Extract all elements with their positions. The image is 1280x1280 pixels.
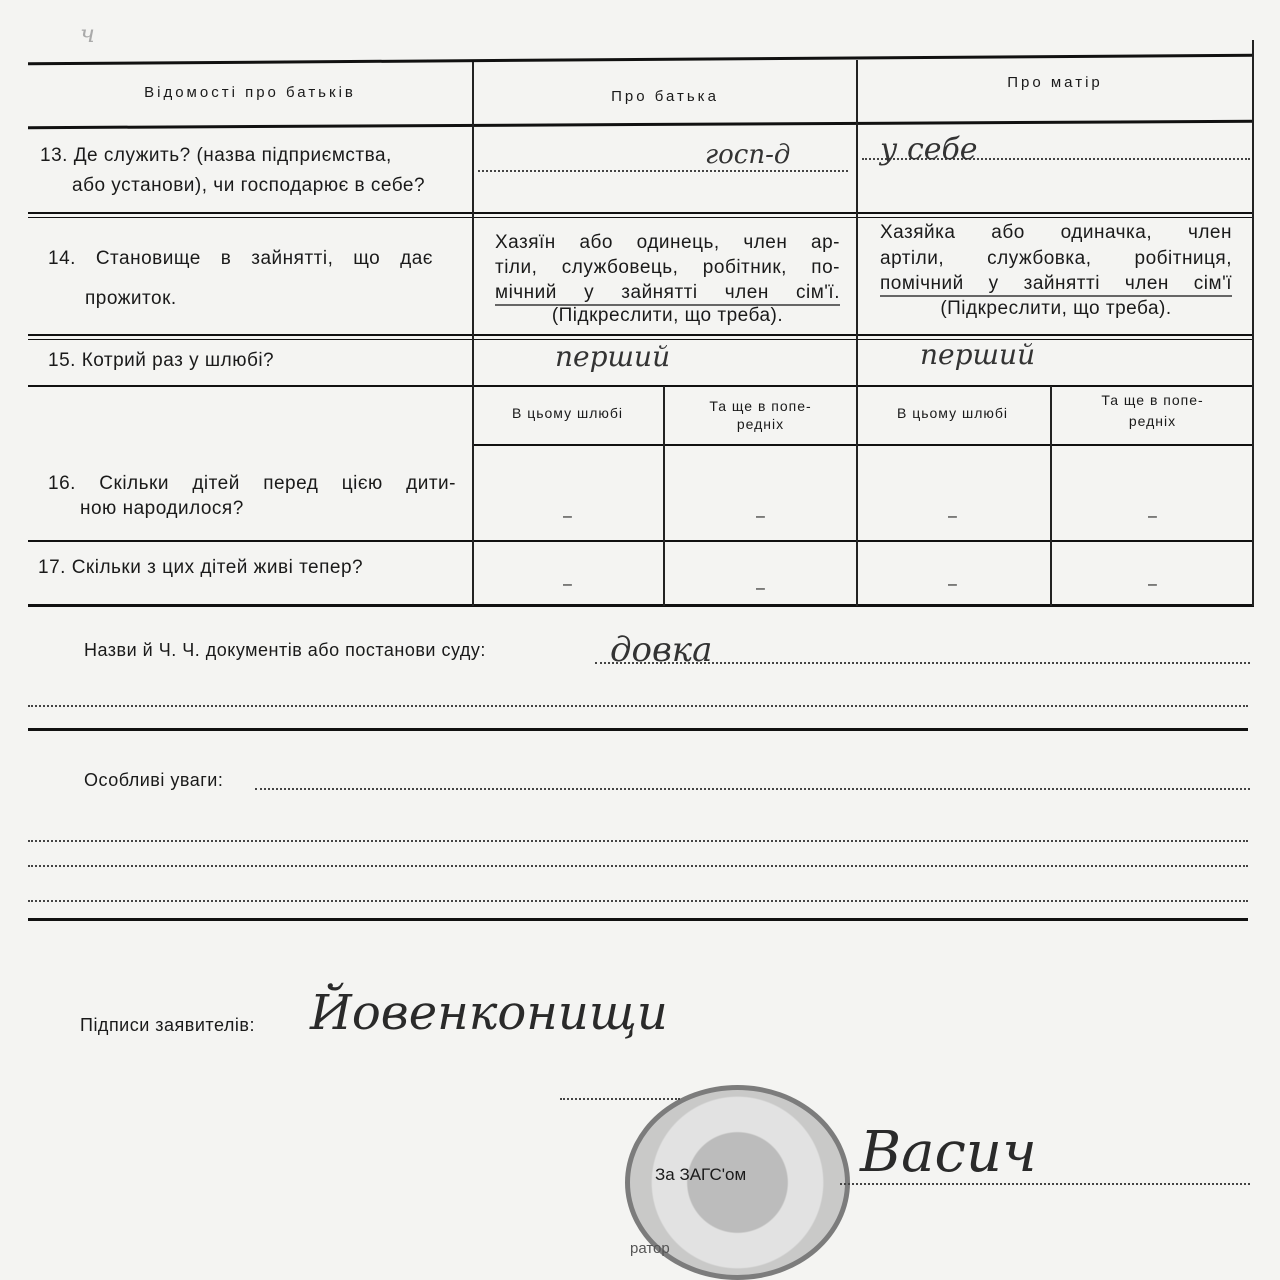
subheader-mother-previous-2: редніх <box>1128 413 1177 429</box>
registrar-signature: Васич <box>860 1120 1037 1185</box>
header-father: Про батька <box>611 88 719 105</box>
row14-father-2: тіли, службовець, робітник, по- <box>495 257 840 278</box>
row17-value: – <box>563 576 572 593</box>
row16-label-1: 16. Скільки дітей перед цією дити- <box>48 473 456 494</box>
row13-label-2: або установи), чи господарює в себе? <box>72 175 426 196</box>
corner-mark: ч <box>80 20 95 48</box>
row17-value: – <box>948 576 957 593</box>
row13-father-value: госп-д <box>705 140 791 170</box>
row16-value: – <box>563 508 572 525</box>
subheader-mother-previous-1: Та ще в попе- <box>1101 392 1204 408</box>
row14-mother-4: (Підкреслити, що треба). <box>940 298 1172 319</box>
documents-value: довка <box>610 630 713 670</box>
row13-mother-value: у себе <box>880 132 978 167</box>
row13-label-1: 13. Де служить? (назва підприємства, <box>40 145 392 166</box>
row17-value: – <box>756 580 765 597</box>
row14-label-2: прожиток. <box>85 288 177 309</box>
subheader-father-previous-1: Та ще в попе- <box>709 398 812 414</box>
row15-label: 15. Котрий раз у шлюбі? <box>48 350 275 371</box>
header-mother: Про матір <box>1007 74 1103 91</box>
remarks-label: Особливі уваги: <box>84 770 224 790</box>
subheader-father-current: В цьому шлюбі <box>511 405 624 421</box>
signatures-label: Підписи заявителів: <box>80 1015 255 1035</box>
row14-father-3: мічний у зайнятті член сім'ї. <box>495 282 840 306</box>
registrar-label: За ЗАГС'ом <box>655 1165 747 1184</box>
row16-value: – <box>1148 508 1157 525</box>
subheader-mother-current: В цьому шлюбі <box>896 405 1009 421</box>
row14-father-4: (Підкреслити, що треба). <box>551 305 784 326</box>
row15-father-value: перший <box>555 340 671 373</box>
row14-mother-2: артіли, службовка, робітниця, <box>880 248 1232 269</box>
row14-label-1: 14. Становище в зайнятті, що дає <box>48 248 433 269</box>
registrar-title-fragment: ратор <box>630 1240 670 1257</box>
applicant-signature: Йовенконищи <box>310 985 668 1041</box>
row16-value: – <box>756 508 765 525</box>
row16-value: – <box>948 508 957 525</box>
row17-label: 17. Скільки з цих дітей живі тепер? <box>38 557 364 578</box>
row16-label-2: ною народилося? <box>80 498 244 519</box>
row14-mother-1: Хазяйка або одиначка, член <box>880 222 1232 243</box>
row17-value: – <box>1148 576 1157 593</box>
row14-father-1: Хазяїн або одинець, член ар- <box>495 232 840 253</box>
header-parents-info: Відомості про батьків <box>144 84 356 101</box>
documents-label: Назви й Ч. Ч. документів або постанови суду: <box>84 640 486 660</box>
row14-mother-3: помічний у зайнятті член сім'ї <box>880 273 1232 297</box>
row15-mother-value: перший <box>920 338 1036 371</box>
subheader-father-previous-2: редніх <box>736 416 785 432</box>
